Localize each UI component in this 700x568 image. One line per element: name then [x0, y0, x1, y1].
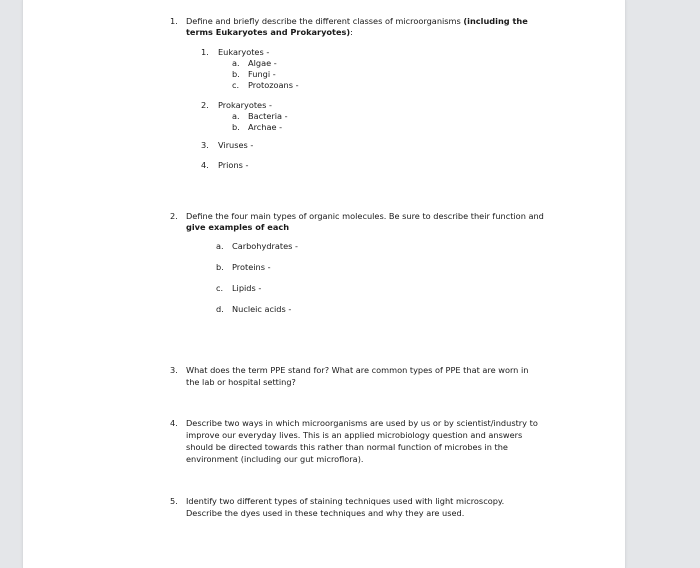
list-item-label: Bacteria -: [248, 111, 288, 121]
question-text-line: should be directed towards this rather than normal function of microbes in the: [186, 442, 508, 452]
list-item-label: Viruses -: [218, 140, 254, 150]
list-letter: c.: [216, 283, 224, 293]
list-letter: a.: [232, 58, 240, 68]
list-item-label: Nucleic acids -: [232, 304, 292, 314]
list-item-label: Prokaryotes -: [218, 100, 272, 110]
list-item-label: Proteins -: [232, 262, 271, 272]
list-number: 4.: [201, 160, 209, 170]
question-text-line: What does the term PPE stand for? What are common types of PPE that are worn in: [186, 365, 529, 375]
question-text-line: Describe the dyes used in these techniques and why they are used.: [186, 508, 465, 518]
question-text-line: Define and briefly describe the different classes of microorganisms (including the: [186, 16, 528, 26]
list-letter: b.: [216, 262, 224, 272]
list-item-label: Archae -: [248, 122, 283, 132]
question-text-line: environment (including our gut microflora).: [186, 454, 364, 464]
list-item-label: Carbohydrates -: [232, 241, 298, 251]
list-item-label: Protozoans -: [248, 80, 299, 90]
list-item-label: Algae -: [248, 58, 277, 68]
question-text-line: give examples of each: [186, 222, 290, 232]
question-text-line: terms Eukaryotes and Prokaryotes):: [186, 27, 353, 37]
list-letter: b.: [232, 122, 240, 132]
question-number: 3.: [170, 365, 178, 375]
list-item-label: Prions -: [218, 160, 249, 170]
question-text-line: the lab or hospital setting?: [186, 377, 296, 387]
list-letter: a.: [216, 241, 224, 251]
list-item-label: Eukaryotes -: [218, 47, 270, 57]
question-text-line: Describe two ways in which microorganisms are used by us or by scientist/industry to: [186, 418, 538, 428]
question-number: 4.: [170, 418, 178, 428]
question-number: 5.: [170, 496, 178, 506]
question-text-line: improve our everyday lives. This is an applied microbiology question and answers: [186, 430, 523, 440]
list-letter: c.: [232, 80, 240, 90]
list-letter: b.: [232, 69, 240, 79]
question-text-line: Identify two different types of staining techniques used with light microscopy.: [186, 496, 505, 506]
list-letter: a.: [232, 111, 240, 121]
list-number: 3.: [201, 140, 209, 150]
list-letter: d.: [216, 304, 224, 314]
question-number: 2.: [170, 211, 178, 221]
list-item-label: Lipids -: [232, 283, 262, 293]
document-page: [22, 0, 626, 568]
question-text-line: Define the four main types of organic molecules. Be sure to describe their function and: [186, 211, 544, 221]
question-number: 1.: [170, 16, 178, 26]
list-number: 2.: [201, 100, 209, 110]
list-item-label: Fungi -: [248, 69, 276, 79]
list-number: 1.: [201, 47, 209, 57]
